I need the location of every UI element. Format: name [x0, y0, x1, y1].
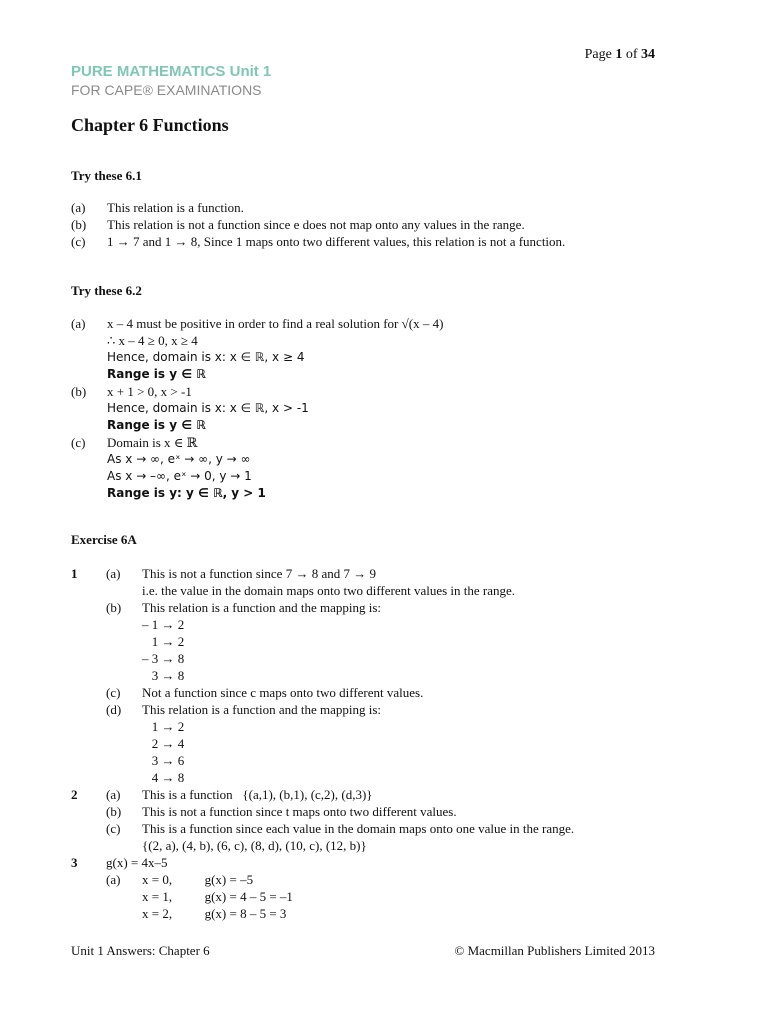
row-text: This is not a function since 7 → 8 and 7 → 9: [142, 566, 376, 581]
row-part: (d): [106, 702, 122, 717]
row-text: This relation is not a function since e does not map onto any values in the range.: [107, 217, 525, 232]
row-text: 3 → 6: [142, 753, 185, 768]
row-text: As x → –∞, eˣ → 0, y → 1: [107, 469, 252, 483]
exercise-row: [71, 667, 574, 684]
row-label: (c): [71, 435, 86, 450]
brand-subtitle: FOR CAPE® EXAMINATIONS: [71, 82, 262, 98]
try62-row: [71, 485, 443, 502]
try62-row: [71, 332, 443, 349]
row-text: Hence, domain is x: x ∈ ℝ, x > -1: [107, 401, 309, 415]
exercise-row: [71, 871, 574, 888]
page-prefix: Page: [584, 47, 616, 62]
section-heading-exercise: Exercise 6A: [71, 532, 137, 547]
row-text: x = 1, g(x) = 4 – 5 = –1: [142, 889, 293, 904]
row-part: (c): [106, 821, 121, 836]
row-text: Hence, domain is x: x ∈ ℝ, x ≥ 4: [107, 350, 305, 364]
try62-row: [71, 383, 443, 400]
row-part: (a): [106, 566, 121, 581]
row-text: Range is y: y ∈ ℝ, y > 1: [107, 486, 266, 500]
try61-row: [71, 233, 565, 250]
try62-row: [71, 349, 443, 366]
exercise-row: [71, 701, 574, 718]
row-text: This relation is a function and the mapping is:: [142, 600, 382, 615]
try62-row: [71, 434, 443, 451]
row-part: (b): [106, 804, 122, 819]
row-text: This relation is a function.: [107, 200, 244, 215]
row-text: {(2, a), (4, b), (6, c), (8, d), (10, c), (12, b)}: [142, 838, 367, 853]
chapter-title: Chapter 6 Functions: [71, 115, 229, 135]
row-text: i.e. the value in the domain maps onto two different values in the range.: [142, 583, 516, 598]
row-text: 2 → 4: [142, 736, 185, 751]
page-current: 1: [615, 47, 623, 62]
row-part: g(x) = 4x–5: [106, 855, 168, 870]
try62-row: [71, 400, 443, 417]
exercise-row: [71, 650, 574, 667]
row-text: x + 1 > 0, x > -1: [107, 384, 192, 399]
row-text: x = 2, g(x) = 8 – 5 = 3: [142, 906, 287, 921]
page-of: of: [622, 47, 641, 62]
brand-title: PURE MATHEMATICS Unit 1: [71, 63, 272, 80]
exercise-row: [71, 633, 574, 650]
exercise-row: [71, 803, 574, 820]
try62-row: [71, 366, 443, 383]
row-text: x = 0, g(x) = –5: [142, 872, 254, 887]
row-label: (c): [71, 234, 86, 249]
row-text: – 1 → 2: [142, 617, 185, 632]
row-part: (a): [106, 787, 121, 802]
footer-right: © Macmillan Publishers Limited 2013: [454, 943, 655, 958]
exercise-row: [71, 565, 574, 582]
exercise-row: [71, 769, 574, 786]
row-text: Range is y ∈ ℝ: [107, 367, 206, 381]
row-text: 3 → 8: [142, 668, 185, 683]
row-text: This is a function {(a,1), (b,1), (c,2), (d,3)}: [142, 787, 373, 802]
row-text: 1 → 2: [142, 719, 185, 734]
exercise-row: [71, 854, 574, 871]
row-num: 3: [71, 855, 78, 870]
exercise-row: [71, 786, 574, 803]
try62-list: [71, 315, 443, 502]
row-text: ∴ x – 4 ≥ 0, x ≥ 4: [107, 333, 198, 348]
row-part: (c): [106, 685, 121, 700]
row-label: (a): [71, 200, 86, 215]
row-part: (a): [106, 872, 121, 887]
exercise-row: [71, 616, 574, 633]
row-part: (b): [106, 600, 122, 615]
try61-list: [71, 199, 565, 250]
section-heading-try61: Try these 6.1: [71, 168, 142, 183]
section-heading-try62: Try these 6.2: [71, 283, 142, 298]
row-text: This relation is a function and the mapping is:: [142, 702, 382, 717]
exercise-row: [71, 718, 574, 735]
try62-row: [71, 315, 443, 332]
try61-row: [71, 199, 565, 216]
page-number: [585, 47, 655, 63]
row-label: (b): [71, 384, 87, 399]
footer-left: Unit 1 Answers: Chapter 6: [71, 943, 210, 958]
page-total: 34: [641, 47, 655, 62]
try62-row: [71, 468, 443, 485]
try61-row: [71, 216, 565, 233]
row-label: (a): [71, 316, 86, 331]
row-text: 1 → 7 and 1 → 8, Since 1 maps onto two different values, this relation is not a function.: [107, 234, 566, 249]
row-num: 1: [71, 566, 78, 581]
row-text: This is a function since each value in the domain maps onto one value in the range.: [142, 821, 575, 836]
exercise-row: [71, 888, 574, 905]
row-text: Not a function since c maps onto two different values.: [142, 685, 424, 700]
exercise-row: [71, 599, 574, 616]
exercise-row: [71, 837, 574, 854]
row-text: This is not a function since t maps onto two different values.: [142, 804, 457, 819]
exercise-list: [71, 565, 574, 922]
row-label: (b): [71, 217, 87, 232]
row-text: Range is y ∈ ℝ: [107, 418, 206, 432]
row-text: Domain is x ∈ ℝ: [107, 435, 198, 450]
exercise-row: [71, 735, 574, 752]
row-text: x – 4 must be positive in order to find a real solution for √(x – 4): [107, 316, 444, 331]
exercise-row: [71, 752, 574, 769]
exercise-row: [71, 905, 574, 922]
exercise-row: [71, 582, 574, 599]
row-text: 1 → 2: [142, 634, 185, 649]
row-num: 2: [71, 787, 78, 802]
try62-row: [71, 451, 443, 468]
row-text: As x → ∞, eˣ → ∞, y → ∞: [107, 452, 251, 466]
row-text: 4 → 8: [142, 770, 185, 785]
row-text: – 3 → 8: [142, 651, 185, 666]
exercise-row: [71, 684, 574, 701]
try62-row: [71, 417, 443, 434]
exercise-row: [71, 820, 574, 837]
